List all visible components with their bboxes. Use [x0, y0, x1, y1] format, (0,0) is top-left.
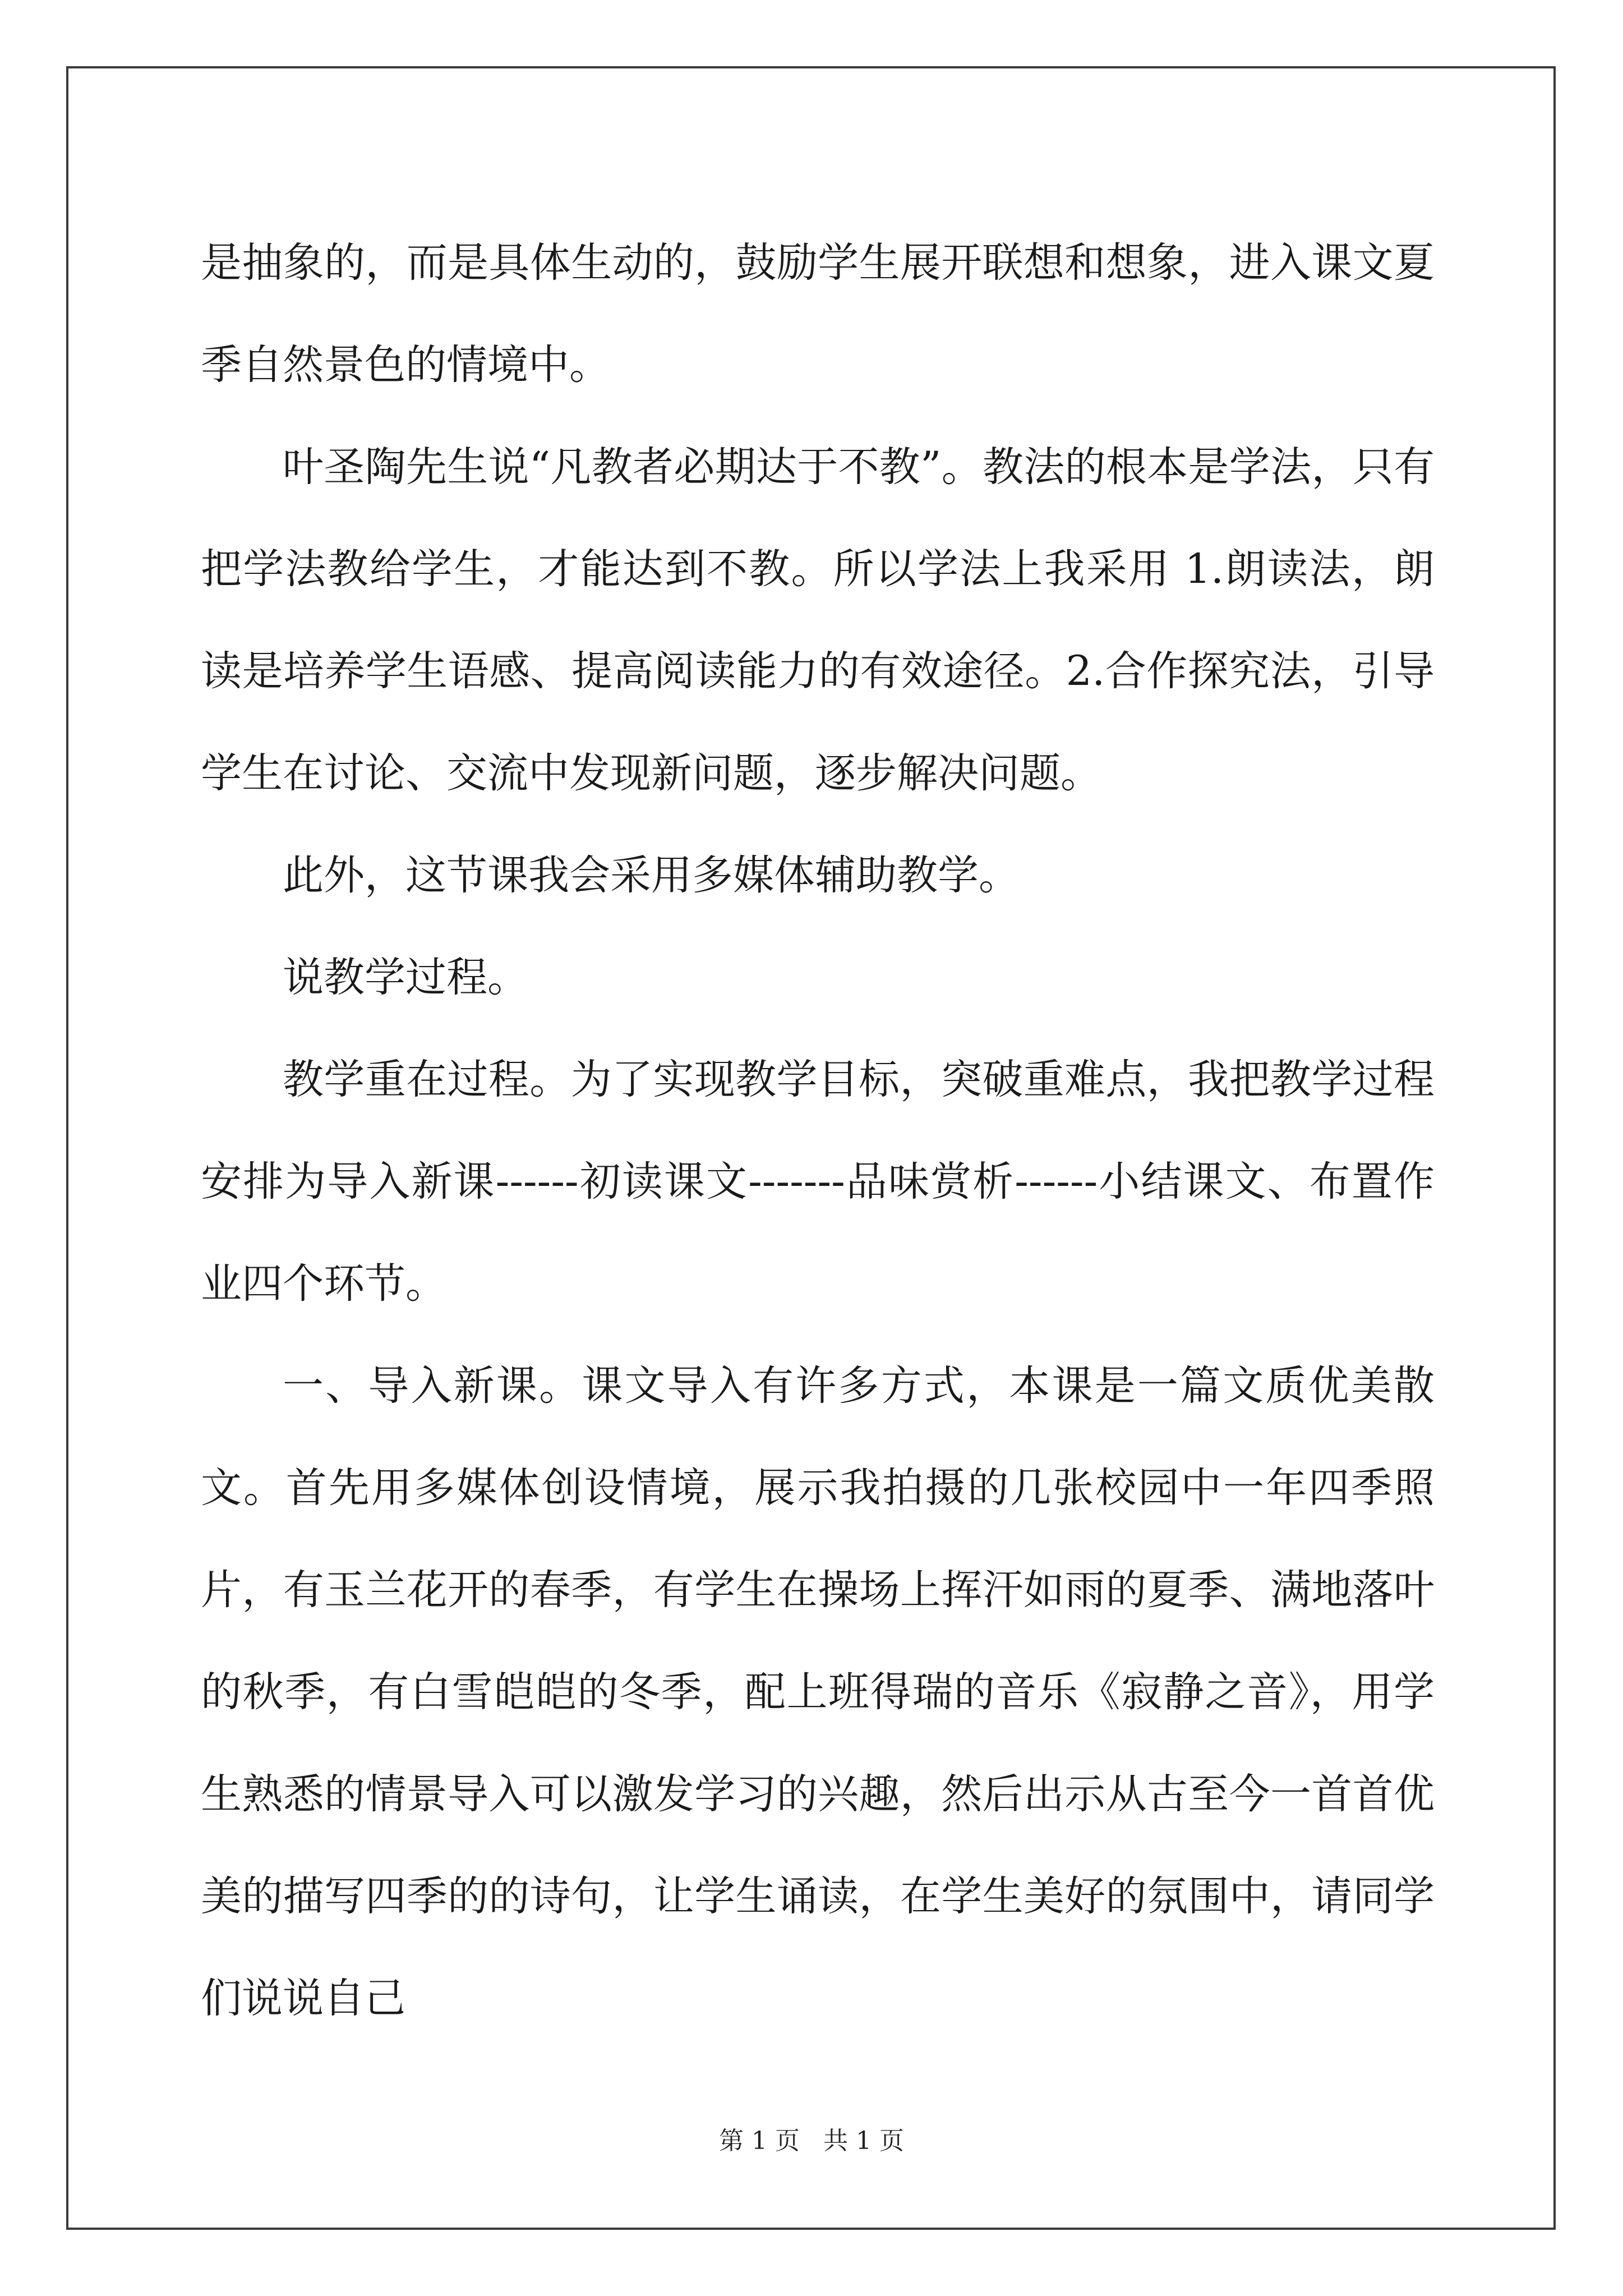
paragraph-process-overview: 教学重在过程。为了实现教学目标，突破重难点，我把教学过程安排为导入新课------初读课文-------品味赏析------小结课文、布置作业四个环节。 [201, 1056, 1435, 1308]
document-body [201, 212, 1435, 2050]
paragraph-continuation: 是抽象的，而是具体生动的，鼓励学生展开联想和想象，进入课文夏季自然景色的情境中。 [201, 239, 1435, 389]
paragraph-introduction: 一、导入新课。课文导入有许多方式，本课是一篇文质优美散文。首先用多媒体创设情境，展示我拍摄的几张校园中一年四季照片，有玉兰花开的春季，有学生在操场上挥汗如雨的夏季、满地落叶的秋季，有白雪皑皑的冬季，配上班得瑞的音乐《寂静之音》，用学生熟悉的情景导入可以激发学习的兴趣，然后出示从古至今一首首优美的描写四季的的诗句，让学生诵读，在学生美好的氛围中，请同学们说说自己 [201, 1362, 1435, 2022]
paragraph-process-heading: 说教学过程。 [283, 954, 528, 1001]
page-footer: 第 1 页 共 1 页 [719, 2127, 904, 2155]
paragraph-multimedia: 此外，这节课我会采用多媒体辅助教学。 [283, 852, 1020, 899]
paragraph-teaching-method: 叶圣陶先生说“凡教者必期达于不教”。教法的根本是学法，只有把学法教给学生，才能达到不教。所以学法上我采用 1.朗读法，朗读是培养学生语感、提高阅读能力的有效途径。2.合作探究法，引导学生在讨论、交流中发现新问题，逐步解决问题。 [201, 443, 1435, 797]
